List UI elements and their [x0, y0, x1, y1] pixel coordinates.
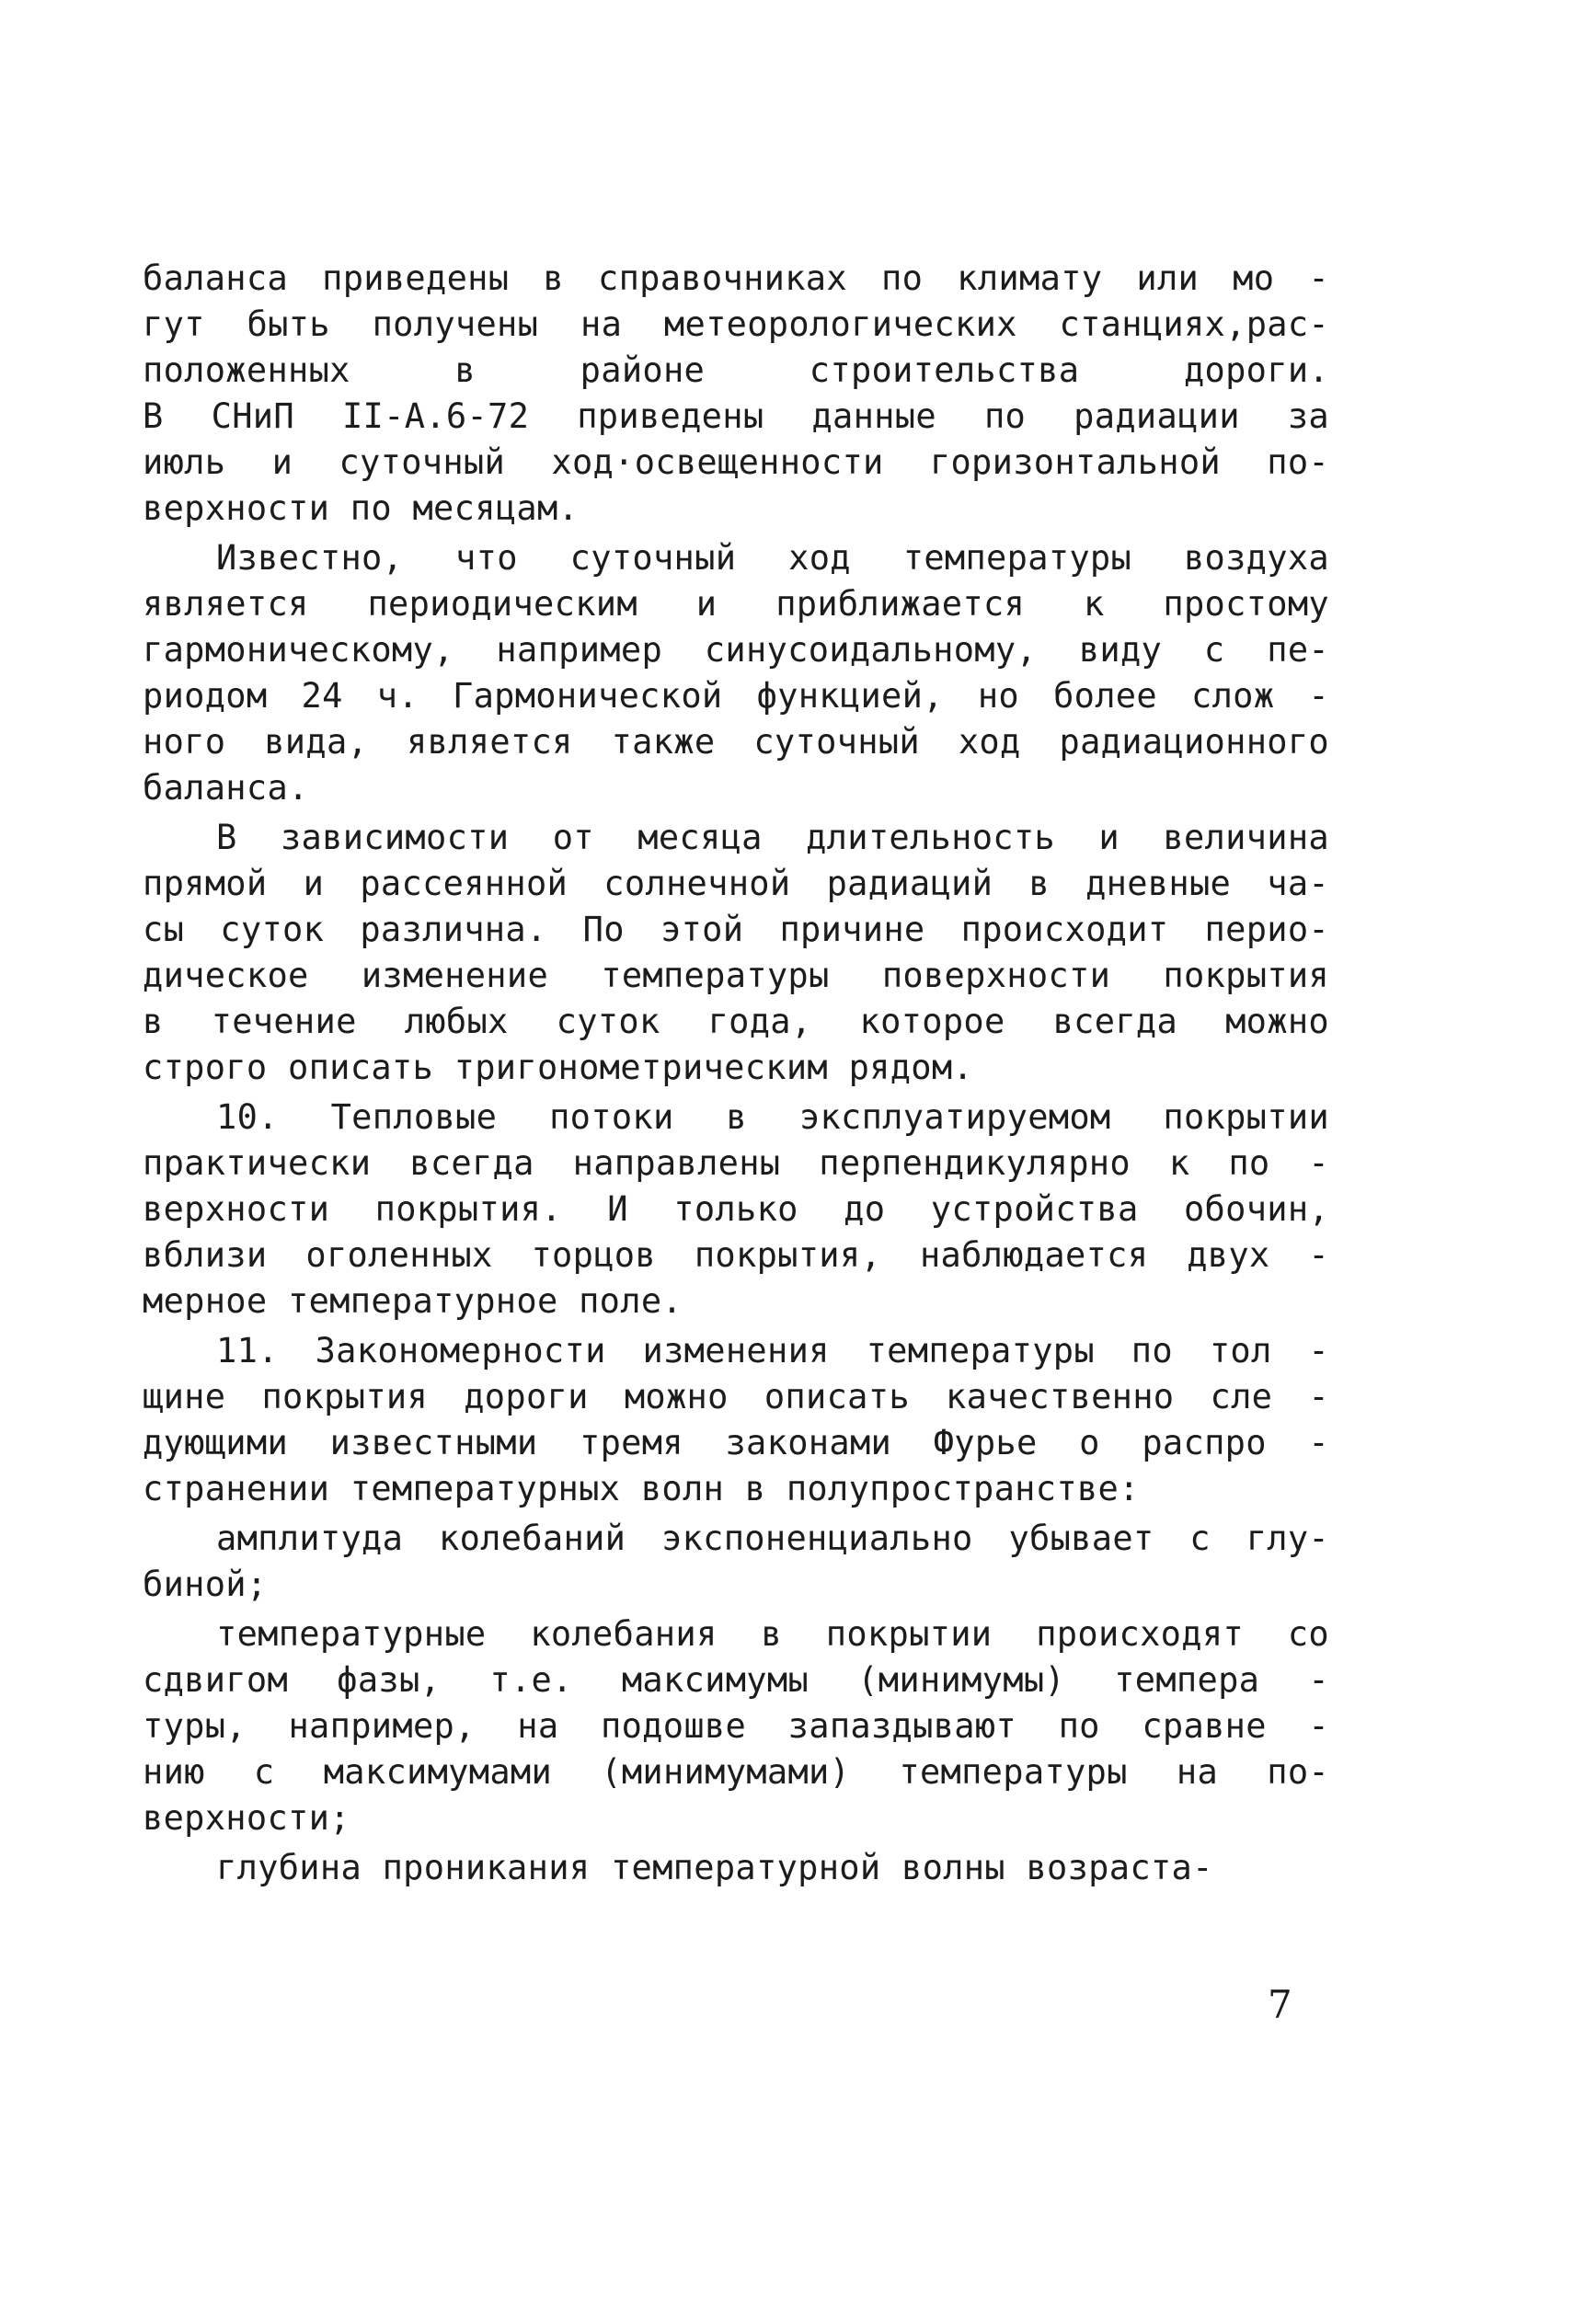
text-line: дующими известными тремя законами Фурье о распро - [143, 1423, 1329, 1462]
text-line: в течение любых суток года, которое всегда можно [143, 1002, 1329, 1041]
text-line: риодом 24 ч. Гармонической функцией, но более слож - [143, 676, 1329, 716]
text-line: В СНиП II-А.6-72 приведены данные по радиации за [143, 396, 1329, 436]
text-line: температурные колебания в покрытии происходят со [216, 1614, 1329, 1654]
paragraph [143, 1845, 1329, 1891]
text-line: прямой и рассеянной солнечной радиаций в дневные ча- [143, 864, 1329, 903]
text-line: верхности; [143, 1798, 350, 1838]
text-line: Известно, что суточный ход температуры воздуха [216, 538, 1329, 578]
text-line: положенных в районе строительства дороги. [143, 350, 1329, 390]
paragraph [143, 256, 1329, 532]
text-line: В зависимости от месяца длительность и величина [216, 818, 1329, 857]
text-line: 10. Тепловые потоки в эксплуатируемом покрытии [216, 1097, 1329, 1137]
text-line: глубина проникания температурной волны возраста- [216, 1848, 1213, 1887]
text-line: верхности покрытия. И только до устройства обочин, [143, 1189, 1329, 1229]
text-line: практически всегда направлены перпендикулярно к по - [143, 1143, 1329, 1183]
text-line: амплитуда колебаний экспоненциально убывает с глу- [216, 1519, 1329, 1558]
text-line: строго описать тригонометрическим рядом. [143, 1048, 974, 1087]
paragraph [143, 535, 1329, 811]
text-line: баланса. [143, 768, 309, 808]
text-line: ного вида, является также суточный ход радиационного [143, 722, 1329, 762]
text-line: сдвигом фазы, т.е. максимумы (минимумы) темпера - [143, 1660, 1329, 1700]
text-line: верхности по месяцам. [143, 488, 580, 528]
text-line: гут быть получены на метеорологических станциях,рас- [143, 304, 1329, 344]
text-line: июль и суточный ход·освещенности горизонтальной по- [143, 442, 1329, 482]
text-line: нию с максимумами (минимумами) температуры на по- [143, 1752, 1329, 1792]
paragraph [143, 1095, 1329, 1324]
text-line: мерное температурное поле. [143, 1281, 683, 1321]
text-line: баланса приведены в справочниках по климату или мо - [143, 258, 1329, 298]
text-line: сы суток различна. По этой причине происходит перио- [143, 910, 1329, 949]
paragraph [143, 1516, 1329, 1608]
paragraph [143, 1328, 1329, 1512]
text-line: дическое изменение температуры поверхности покрытия [143, 956, 1329, 995]
text-line: туры, например, на подошве запаздывают по сравне - [143, 1706, 1329, 1746]
paragraph [143, 1611, 1329, 1841]
text-line: вблизи оголенных торцов покрытия, наблюдается двух - [143, 1235, 1329, 1275]
text-line: щине покрытия дороги можно описать качественно сле - [143, 1377, 1329, 1416]
text-line: гармоническому, например синусоидальному, виду с пе- [143, 630, 1329, 670]
paragraph [143, 815, 1329, 1091]
text-line: биной; [143, 1565, 268, 1604]
text-line: странении температурных волн в полупространстве: [143, 1469, 1140, 1508]
page-number: 7 [1268, 1982, 1292, 2027]
body-text [143, 256, 1329, 1895]
text-line: является периодическим и приближается к простому [143, 584, 1329, 624]
text-line: 11. Закономерности изменения температуры по тол - [216, 1331, 1329, 1370]
